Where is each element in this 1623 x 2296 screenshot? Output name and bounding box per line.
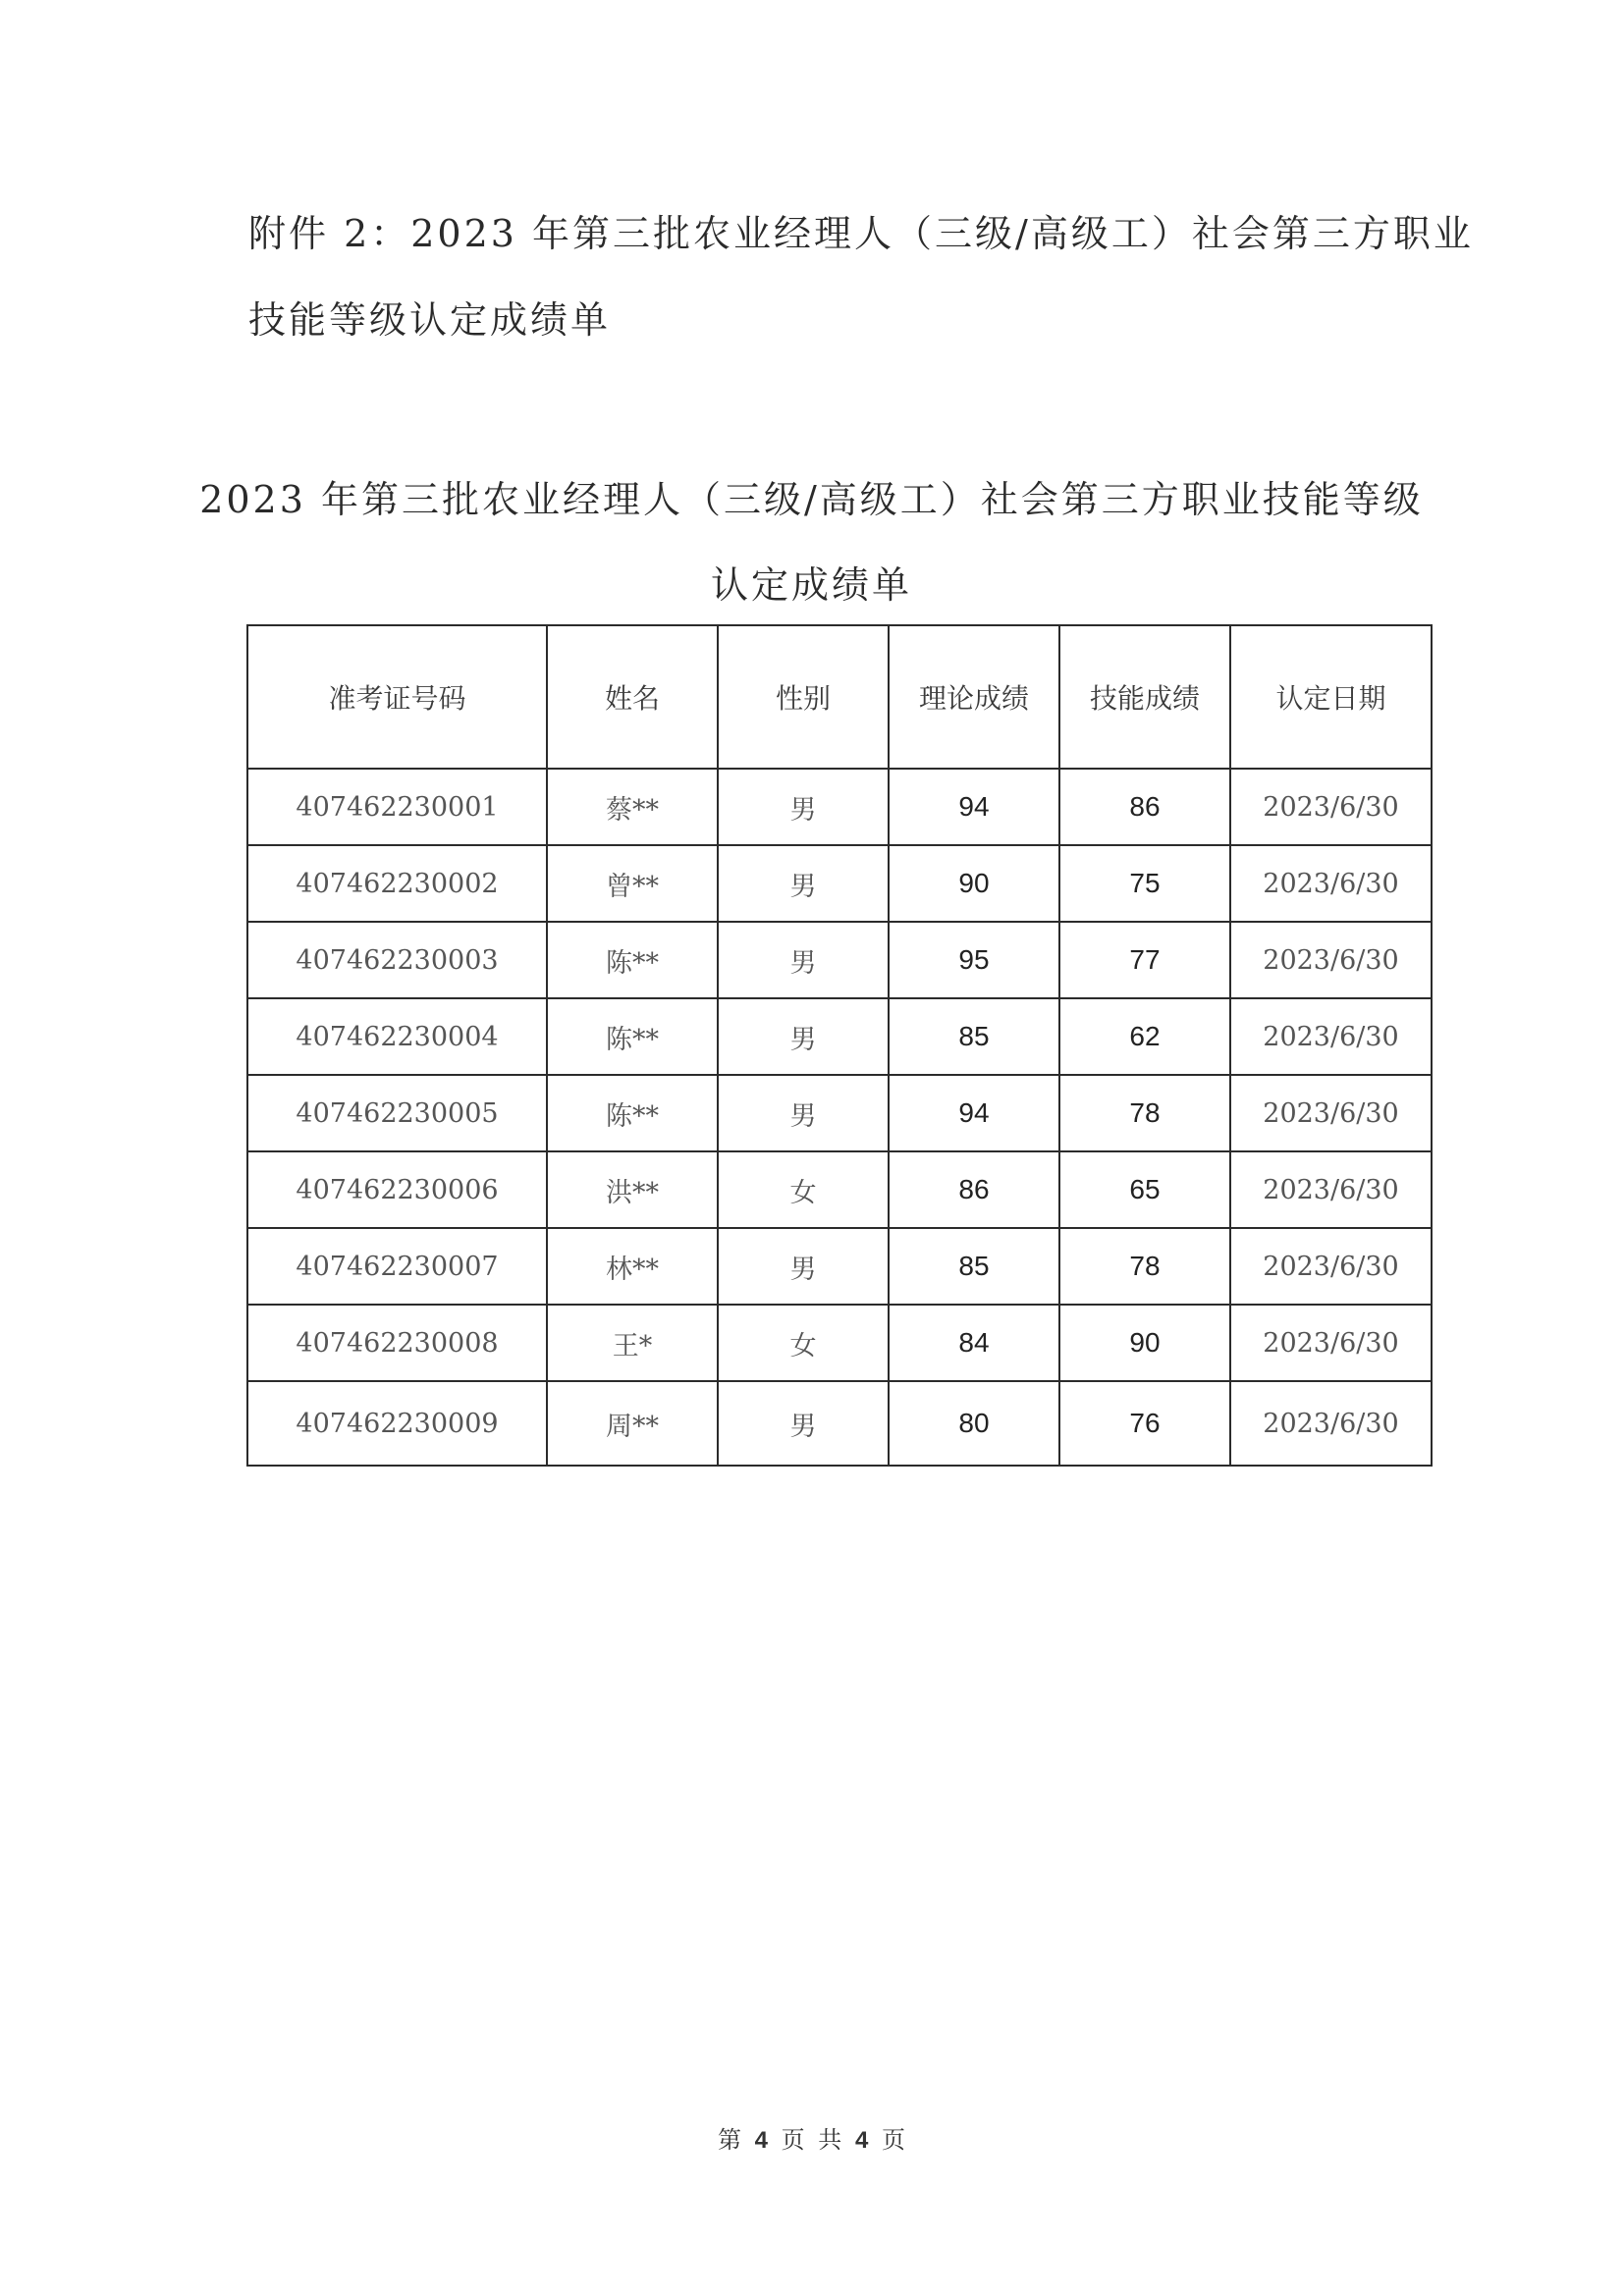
cell-skill-score: 76 [1059,1381,1230,1466]
cell-theory-score: 95 [889,922,1059,998]
attachment-heading-line-1: 附件 2：2023 年第三批农业经理人（三级/高级工）社会第三方职业 [248,212,1474,255]
table-row [247,1151,1432,1228]
cell-name: 曾** [547,845,718,922]
cell-gender: 男 [718,998,889,1075]
table-row [247,922,1432,998]
cell-name: 洪** [547,1151,718,1228]
table-row [247,1305,1432,1381]
cell-exam-id: 407462230009 [247,1381,547,1466]
cell-cert-date: 2023/6/30 [1230,1228,1432,1305]
cell-theory-score: 86 [889,1151,1059,1228]
table-row [247,1228,1432,1305]
footer-total-pages: 4 [854,2127,869,2154]
table-row [247,1381,1432,1466]
cell-gender: 男 [718,1075,889,1151]
cell-exam-id: 407462230001 [247,769,547,845]
footer-middle: 页 共 [781,2126,842,2154]
cell-cert-date: 2023/6/30 [1230,1381,1432,1466]
cell-gender: 男 [718,769,889,845]
cell-cert-date: 2023/6/30 [1230,1305,1432,1381]
cell-cert-date: 2023/6/30 [1230,1151,1432,1228]
footer-suffix: 页 [881,2126,905,2154]
footer-prefix: 第 [718,2126,742,2154]
cell-skill-score: 77 [1059,922,1230,998]
cell-cert-date: 2023/6/30 [1230,1075,1432,1151]
score-table [246,624,1433,1467]
cell-gender: 女 [718,1305,889,1381]
footer-current-page: 4 [754,2127,769,2154]
cell-skill-score: 90 [1059,1305,1230,1381]
column-header-cert-date: 认定日期 [1230,625,1432,769]
table-row [247,998,1432,1075]
cell-gender: 女 [718,1151,889,1228]
cell-theory-score: 90 [889,845,1059,922]
document-title-line-2: 认定成绩单 [710,563,912,607]
table-row [247,845,1432,922]
cell-exam-id: 407462230003 [247,922,547,998]
cell-cert-date: 2023/6/30 [1230,769,1432,845]
cell-theory-score: 94 [889,769,1059,845]
cell-name: 陈** [547,1075,718,1151]
cell-gender: 男 [718,845,889,922]
column-header-gender: 性别 [718,625,889,769]
cell-gender: 男 [718,922,889,998]
page-footer [0,2120,1623,2155]
cell-theory-score: 80 [889,1381,1059,1466]
column-header-skill-score: 技能成绩 [1059,625,1230,769]
cell-gender: 男 [718,1228,889,1305]
cell-skill-score: 78 [1059,1228,1230,1305]
cell-name: 陈** [547,922,718,998]
cell-name: 林** [547,1228,718,1305]
cell-gender: 男 [718,1381,889,1466]
document-title-line-1: 2023 年第三批农业经理人（三级/高级工）社会第三方职业技能等级 [199,478,1424,521]
cell-cert-date: 2023/6/30 [1230,845,1432,922]
cell-exam-id: 407462230006 [247,1151,547,1228]
cell-name: 陈** [547,998,718,1075]
attachment-heading-line-2: 技能等级认定成绩单 [248,298,612,342]
table-row [247,1075,1432,1151]
table-header-row [247,625,1432,769]
cell-skill-score: 78 [1059,1075,1230,1151]
cell-theory-score: 84 [889,1305,1059,1381]
cell-exam-id: 407462230007 [247,1228,547,1305]
cell-cert-date: 2023/6/30 [1230,922,1432,998]
cell-skill-score: 62 [1059,998,1230,1075]
table-row [247,769,1432,845]
cell-name: 蔡** [547,769,718,845]
cell-skill-score: 75 [1059,845,1230,922]
column-header-name: 姓名 [547,625,718,769]
cell-exam-id: 407462230004 [247,998,547,1075]
cell-skill-score: 86 [1059,769,1230,845]
column-header-theory-score: 理论成绩 [889,625,1059,769]
cell-exam-id: 407462230005 [247,1075,547,1151]
cell-theory-score: 85 [889,998,1059,1075]
cell-name: 王* [547,1305,718,1381]
cell-exam-id: 407462230008 [247,1305,547,1381]
column-header-exam-id: 准考证号码 [247,625,547,769]
cell-cert-date: 2023/6/30 [1230,998,1432,1075]
cell-theory-score: 94 [889,1075,1059,1151]
cell-exam-id: 407462230002 [247,845,547,922]
cell-name: 周** [547,1381,718,1466]
cell-skill-score: 65 [1059,1151,1230,1228]
cell-theory-score: 85 [889,1228,1059,1305]
